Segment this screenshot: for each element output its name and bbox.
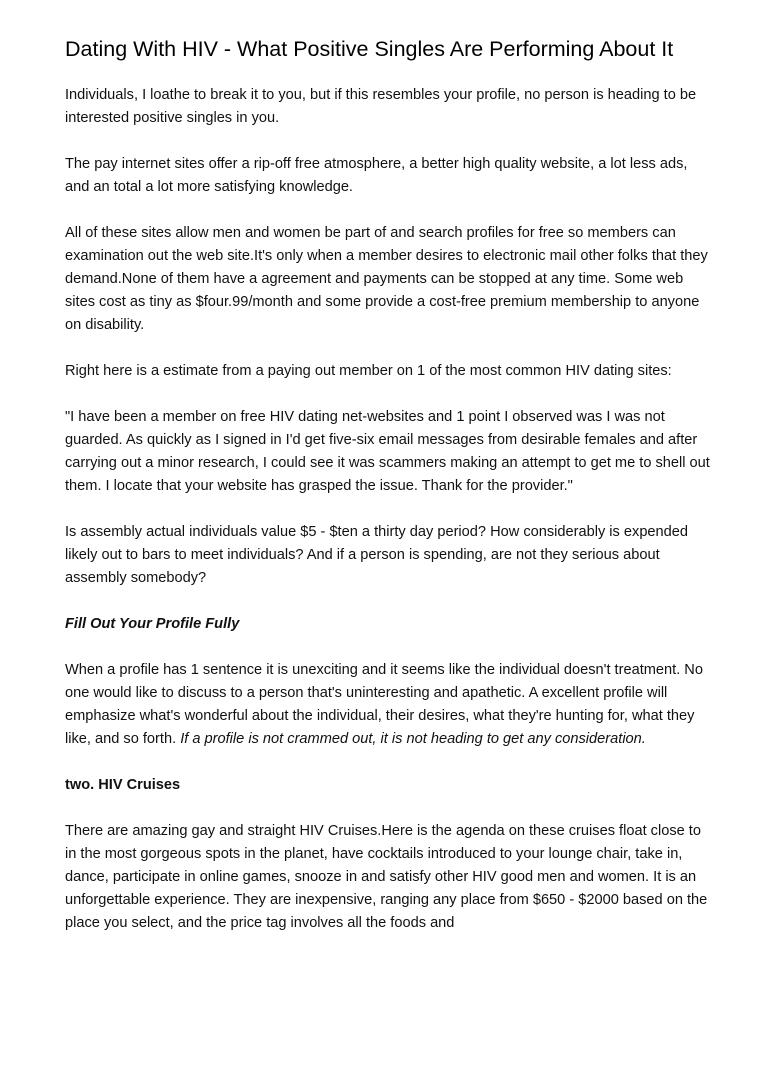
paragraph-cost-question: Is assembly actual individuals value $5 - $ten a thirty day period? How considerably is expended likely out to bars to meet individuals? And if a person is spending, are not they serious about assembly somebody? — [65, 524, 689, 586]
paragraph-profile-text: When a profile has 1 sentence it is unexciting and it seems like the individual doesn't treatment. No one would like to discuss to a person that's uninteresting and apathetic. A excellent profile will emphasize what's wonderful about the individual, their desires, what they're hunting for, what they like, and so forth. — [65, 662, 703, 747]
section-heading-profile: Fill Out Your Profile Fully — [65, 616, 240, 632]
document-page — [65, 38, 715, 958]
paragraph-member-quote: "I have been a member on free HIV dating net-websites and 1 point I observed was I was not guarded. As quickly as I signed in I'd get five-six email messages from desirable females and after carrying out a minor research, I could see it was scammers making an attempt to get me to shell out them. I locate that your website has grasped the issue. Thank for the provider." — [65, 409, 710, 494]
paragraph-intro: Individuals, I loathe to break it to you, but if this resembles your profile, no person is heading to be interested positive singles in you. — [65, 87, 697, 126]
document-title: Dating With HIV - What Positive Singles Are Performing About It — [65, 37, 674, 61]
paragraph-free-search: All of these sites allow men and women be part of and search profiles for free so members can examination out the web site.It's only when a member desires to electronic mail other folks that they demand.None of them have a agreement and payments can be stopped at any time. Some web sites cost as tiny as $four.99/month and some provide a cost-free premium membership to anyone on disability. — [65, 225, 708, 333]
paragraph-pay-sites: The pay internet sites offer a rip-off free atmosphere, a better high quality website, a lot less ads, and an total a lot more satisfying knowledge. — [65, 156, 688, 195]
paragraph-cruises: There are amazing gay and straight HIV Cruises.Here is the agenda on these cruises float close to in the most gorgeous spots in the planet, have cocktails introduced to your lounge chair, take in, dance, participate in online games, snooze in and satisfy other HIV good men and women. It is an unforgettable experience. They are inexpensive, ranging any place from $650 - $2000 based on the place you select, and the price tag involves all the foods and — [65, 823, 708, 931]
section-heading-cruises: two. HIV Cruises — [65, 777, 181, 793]
paragraph-profile-emphasis: If a profile is not crammed out, it is not heading to get any consideration. — [180, 731, 646, 747]
paragraph-quote-intro: Right here is a estimate from a paying out member on 1 of the most common HIV dating sites: — [65, 363, 672, 379]
paragraph-profile — [65, 659, 715, 751]
